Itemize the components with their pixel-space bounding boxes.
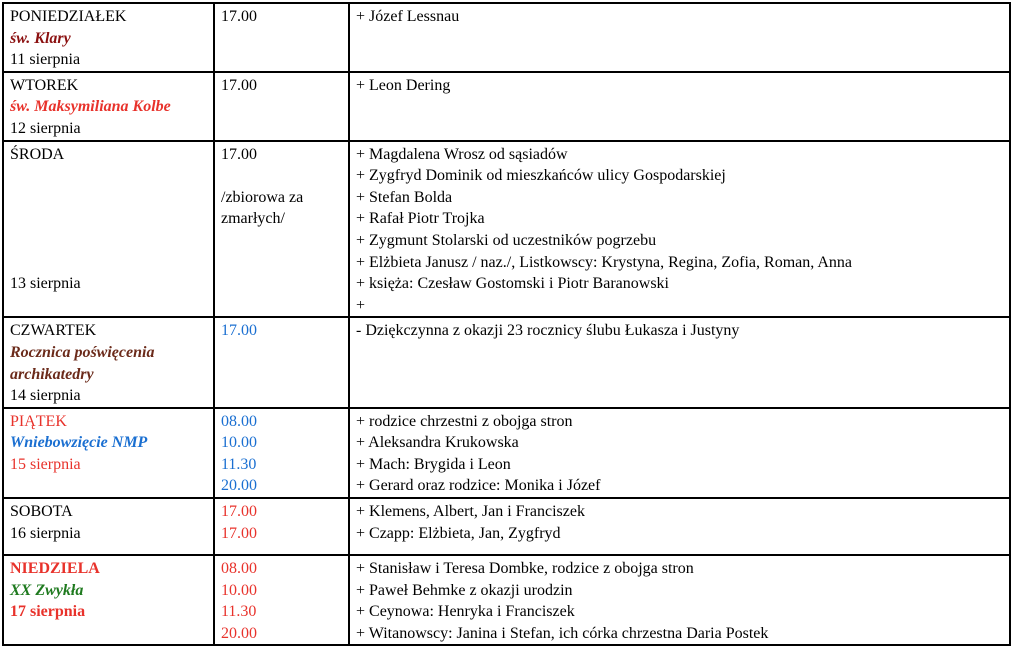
table-row (3, 141, 1010, 318)
day-cell (3, 3, 214, 72)
mass-time: 10.00 (221, 581, 257, 599)
intention-cell (349, 141, 1010, 318)
intention: + Stanisław i Teresa Dombke, rodzice z obojga stron (356, 560, 694, 578)
date-label: 13 sierpnia (10, 275, 81, 293)
intention: + Rafał Piotr Trojka (356, 210, 485, 228)
day-name: WTOREK (10, 76, 79, 94)
table-row (3, 3, 1010, 72)
time-cell (214, 317, 349, 407)
intention: + (356, 296, 366, 314)
intention: + rodzice chrzestni z obojga stron (356, 412, 573, 430)
intention-cell (349, 555, 1010, 645)
date-label: 16 sierpnia (10, 524, 81, 542)
mass-time: 17.00 (221, 145, 257, 163)
time-cell (214, 555, 349, 645)
intention: + Gerard oraz rodzice: Monika i Józef (356, 477, 601, 495)
intention: + Magdalena Wrosz od sąsiadów (356, 145, 568, 163)
intention: + Witanowscy: Janina i Stefan, ich córka chrzestna Daria Postek (356, 624, 769, 642)
feast-name: Rocznica poświęcenia (10, 343, 155, 361)
time-cell (214, 498, 349, 555)
intention: + Klemens, Albert, Jan i Franciszek (356, 503, 585, 521)
day-cell (3, 555, 214, 645)
day-cell (3, 408, 214, 498)
date-label: 14 sierpnia (10, 387, 81, 405)
feast-name: św. Maksymiliana Kolbe (10, 98, 171, 116)
mass-time: 11.30 (221, 455, 257, 473)
time-cell (214, 408, 349, 498)
mass-time: 20.00 (221, 477, 257, 495)
feast-name: św. Klary (10, 29, 71, 47)
mass-time: 20.00 (221, 624, 257, 642)
intention: - Dziękczynna z okazji 23 rocznicy ślubu Łukasza i Justyny (356, 322, 740, 340)
mass-time: 08.00 (221, 560, 257, 578)
mass-intentions-table (2, 2, 1011, 646)
intention: + Aleksandra Krukowska (356, 434, 519, 452)
day-cell (3, 317, 214, 407)
mass-time: 17.00 (221, 322, 257, 340)
time-note: /zbiorowa za (221, 188, 304, 206)
intention-cell (349, 498, 1010, 555)
intention: + Ceynowa: Henryka i Franciszek (356, 603, 575, 621)
mass-time: 10.00 (221, 434, 257, 452)
intention: + Zygfryd Dominik od mieszkańców ulicy Gospodarskiej (356, 167, 726, 185)
intention: + Elżbieta Janusz / naz./, Listkowscy: Krystyna, Regina, Zofia, Roman, Anna (356, 253, 853, 271)
intention-cell (349, 408, 1010, 498)
day-cell (3, 498, 214, 555)
mass-time: 17.00 (221, 503, 257, 521)
mass-time: 17.00 (221, 8, 257, 25)
intention: + Mach: Brygida i Leon (356, 455, 511, 473)
table-row (3, 408, 1010, 498)
day-name: NIEDZIELA (10, 560, 100, 578)
day-cell (3, 141, 214, 318)
day-cell (3, 72, 214, 141)
day-name: ŚRODA (10, 145, 65, 163)
intention: + Zygmunt Stolarski od uczestników pogrzebu (356, 231, 657, 249)
mass-time: 11.30 (221, 603, 257, 621)
time-cell (214, 72, 349, 141)
mass-time: 17.00 (221, 524, 257, 542)
day-name: CZWARTEK (10, 322, 97, 340)
intention: + księża: Czesław Gostomski i Piotr Baranowski (356, 275, 669, 293)
time-cell (214, 141, 349, 318)
feast-name: archikatedry (10, 365, 94, 383)
day-name: PONIEDZIAŁEK (10, 8, 127, 25)
intention: + Józef Lessnau (356, 8, 460, 25)
date-label: 17 sierpnia (10, 603, 86, 621)
mass-time: 08.00 (221, 412, 257, 430)
intention-cell (349, 72, 1010, 141)
date-label: 11 sierpnia (10, 51, 81, 69)
intention: + Czapp: Elżbieta, Jan, Zygfryd (356, 524, 561, 542)
mass-time: 17.00 (221, 76, 257, 94)
table-row (3, 72, 1010, 141)
time-note: zmarłych/ (221, 210, 285, 228)
feast-name: Wniebowzięcie NMP (10, 434, 148, 452)
feast-name: XX Zwykła (10, 581, 84, 599)
table-row (3, 555, 1010, 645)
intention-cell (349, 3, 1010, 72)
intention: + Stefan Bolda (356, 188, 453, 206)
intention: + Paweł Behmke z okazji urodzin (356, 581, 573, 599)
day-name: PIĄTEK (10, 412, 67, 430)
intention-cell (349, 317, 1010, 407)
table-row (3, 317, 1010, 407)
time-cell (214, 3, 349, 72)
date-label: 12 sierpnia (10, 119, 81, 137)
table-row (3, 498, 1010, 555)
date-label: 15 sierpnia (10, 455, 81, 473)
day-name: SOBOTA (10, 503, 73, 521)
intention: + Leon Dering (356, 76, 451, 94)
